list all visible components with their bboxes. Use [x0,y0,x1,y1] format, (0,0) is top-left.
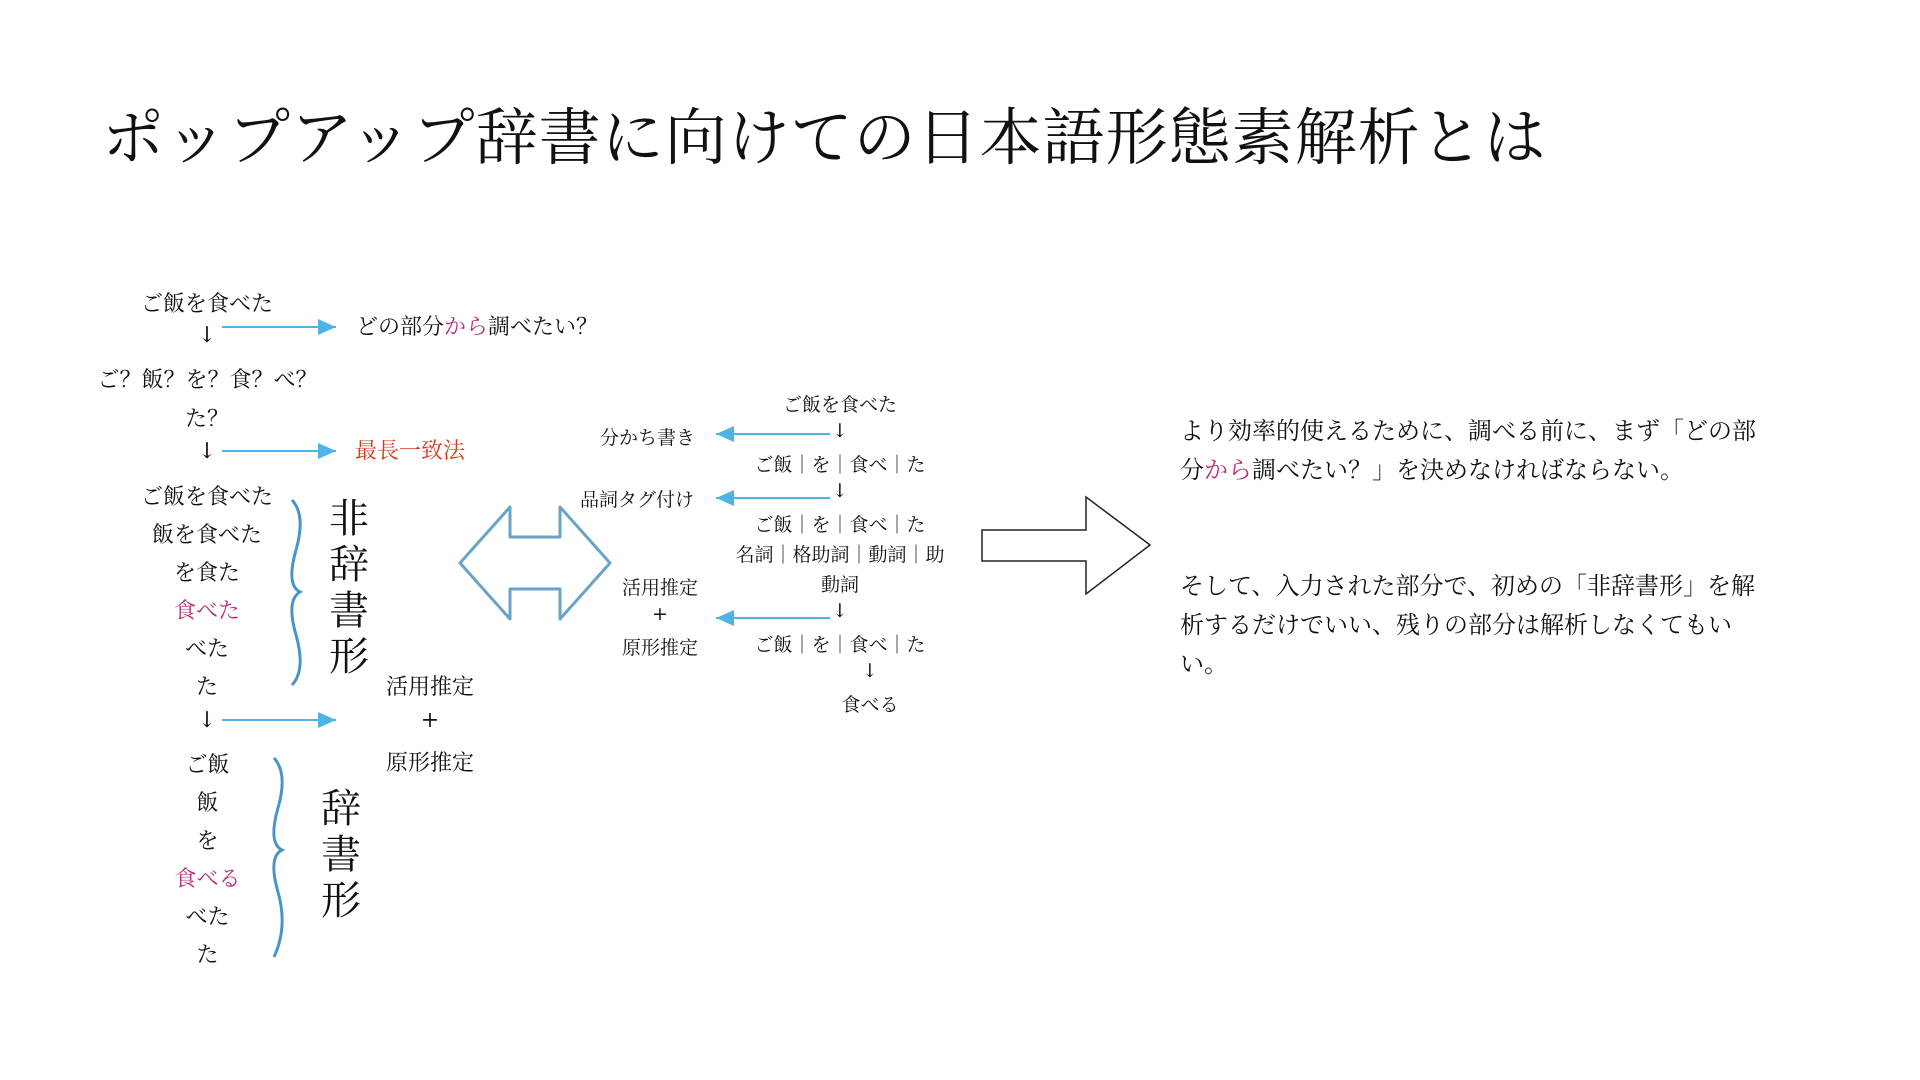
page-title: ポップアップ辞書に向けての日本語形態素解析とは [102,101,1547,174]
dict-form-label: 辞 書 形 [321,786,361,924]
brace-dict [274,758,282,957]
mid-arrow-3: ↓ [832,600,848,622]
double-arrow-icon [460,507,610,619]
mid-inference-plus: + [652,603,668,625]
mid-result: 食べる [841,694,899,716]
mid-arrow-2: ↓ [832,480,848,502]
dict-form-6: た [196,943,219,968]
dict-form-1: ご飯 [185,753,230,778]
suffix-4: 食べた [173,599,240,624]
inference-2: 原形推定 [385,751,474,776]
mid-seg-2: ご飯｜を｜食べ｜た [754,514,926,536]
mid-seg-1: ご飯｜を｜食べ｜た [754,454,926,476]
suffix-6: た [195,675,218,700]
step-pos-tag: 品詞タグ付け [580,489,695,511]
mid-seg-3: ご飯｜を｜食べ｜た [754,634,926,656]
explanation-paragraph-2: そして、入力された部分で、初めの「非辞書形」を解析するだけでいい、残りの部分は解析しなくてもいい。 [1180,572,1756,678]
down-arrow-3: ↓ [197,708,217,733]
explanation-paragraph-1: より効率的使えるために、調べる前に、まず「どの部分から調べたい？」を決めなければならない。 [1180,417,1756,484]
mid-input: ご飯を食べた [782,394,897,416]
right-arrow-icon [982,497,1150,594]
suffix-1: ご飯を食べた [140,485,273,510]
mid-arrow-1: ↓ [832,420,848,442]
mid-inference-2: 原形推定 [621,637,698,659]
down-arrow-2: ↓ [197,439,217,464]
method-label: 最長一致法 [355,439,466,464]
mid-pos-1: 名詞｜格助詞｜動詞｜助 [735,544,945,566]
mid-inference-1: 活用推定 [621,577,698,599]
dict-form-2: 飯 [196,791,219,816]
question-text: どの部分から調べたい？ [356,315,599,340]
inference-1: 活用推定 [385,675,474,700]
step-wakachi: 分かち書き [600,427,696,449]
inference-plus: + [420,708,440,733]
non-dict-form-label: 非 辞 書 形 [329,496,369,680]
suffix-5: べた [184,637,229,662]
mid-arrow-4: ↓ [862,660,878,682]
suffix-3: を食た [173,561,240,586]
mid-pos-2: 動詞 [820,574,859,596]
split-line-1: ご？飯？を？食？べ？ [97,368,318,393]
suffix-2: 飯を食べた [151,523,262,548]
down-arrow-1: ↓ [197,323,217,348]
dict-form-4: 食べる [174,867,241,892]
split-line-2: た？ [184,407,229,432]
dict-form-3: を [196,829,219,854]
dict-form-5: べた [185,905,230,930]
input-sentence: ご飯を食べた [140,292,273,317]
